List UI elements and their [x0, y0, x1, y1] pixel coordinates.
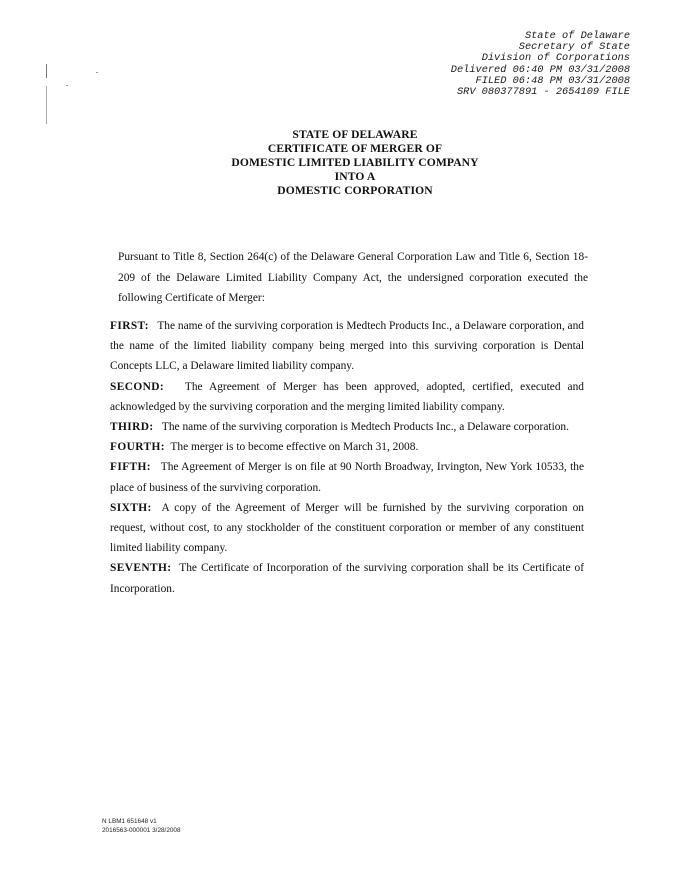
scan-edge-mark — [46, 86, 47, 124]
title-line: STATE OF DELAWARE — [292, 128, 418, 141]
stamp-secretary: Secretary of State — [518, 41, 630, 54]
footer-doc-id: N LBM1 651648 v1 — [102, 818, 157, 825]
title-line: INTO A — [334, 169, 376, 183]
title-line: CERTIFICATE OF MERGER OF — [267, 141, 443, 155]
article-second — [110, 377, 584, 417]
document-title — [0, 128, 680, 198]
filing-stamp — [451, 31, 630, 98]
article-text: The Certificate of Incorporation of the surviving corporation shall be its Certificate of Incorporation. — [110, 562, 584, 595]
article-label: SECOND: — [110, 380, 165, 393]
stamp-division: Division of Corporations — [481, 52, 630, 65]
article-label: SEVENTH: — [110, 562, 172, 575]
article-text: The name of the surviving corporation is Medtech Products Inc., a Delaware corporation, and the name of the limited liability company being merged into this surviving corporation is Dental Concepts LLC, a Delaware limited liability company. — [110, 320, 584, 373]
article-fourth — [110, 437, 584, 457]
article-text: A copy of the Agreement of Merger will be furnished by the surviving corporation on request, without cost, to any stockholder of the constituent corporation or member of any constituent limited liability company. — [110, 501, 584, 555]
article-text: The name of the surviving corporation is Medtech Products Inc., a Delaware corporation. — [161, 421, 569, 434]
scan-speck — [66, 85, 68, 86]
footer-matter-date: 2016563-000001 3/28/2008 — [102, 826, 181, 834]
article-first — [110, 316, 584, 377]
article-label: FOURTH: — [110, 441, 165, 454]
article-label: THIRD: — [110, 421, 154, 434]
title-line: DOMESTIC CORPORATION — [277, 183, 433, 197]
article-fifth — [110, 457, 584, 497]
article-seventh — [110, 558, 584, 598]
intro-paragraph: Pursuant to Title 8, Section 264(c) of the Delaware General Corporation Law and Title 6, Section 18-209 of the Delaware Limited Liability Company Act, the undersigned corporation executed the following Certificate of Merger: — [118, 251, 588, 304]
document-footer — [102, 818, 181, 835]
scan-edge-mark — [46, 64, 47, 78]
stamp-filed: FILED 06:48 PM 03/31/2008 — [475, 74, 630, 87]
article-text: The merger is to become effective on March 31, 2008. — [170, 441, 419, 454]
title-line: DOMESTIC LIMITED LIABILITY COMPANY — [231, 155, 479, 169]
articles-section — [110, 316, 584, 599]
article-third — [110, 417, 584, 437]
article-sixth — [110, 498, 584, 559]
article-text: The Agreement of Merger is on file at 90 North Broadway, Irvington, New York 10533, the place of business of the surviving corporation. — [110, 461, 584, 494]
scan-speck — [96, 72, 98, 73]
article-text: The Agreement of Merger has been approved, adopted, certified, executed and acknowledged by the surviving corporation and the merging limited liability company. — [110, 380, 584, 413]
stamp-delivered: Delivered 06:40 PM 03/31/2008 — [450, 63, 630, 76]
article-label: FIRST: — [110, 320, 149, 332]
article-label: FIFTH: — [110, 461, 151, 474]
stamp-state: State of Delaware — [524, 30, 630, 42]
stamp-srv: SRV 080377891 - 2654109 FILE — [456, 86, 630, 99]
article-label: SIXTH: — [110, 501, 152, 514]
